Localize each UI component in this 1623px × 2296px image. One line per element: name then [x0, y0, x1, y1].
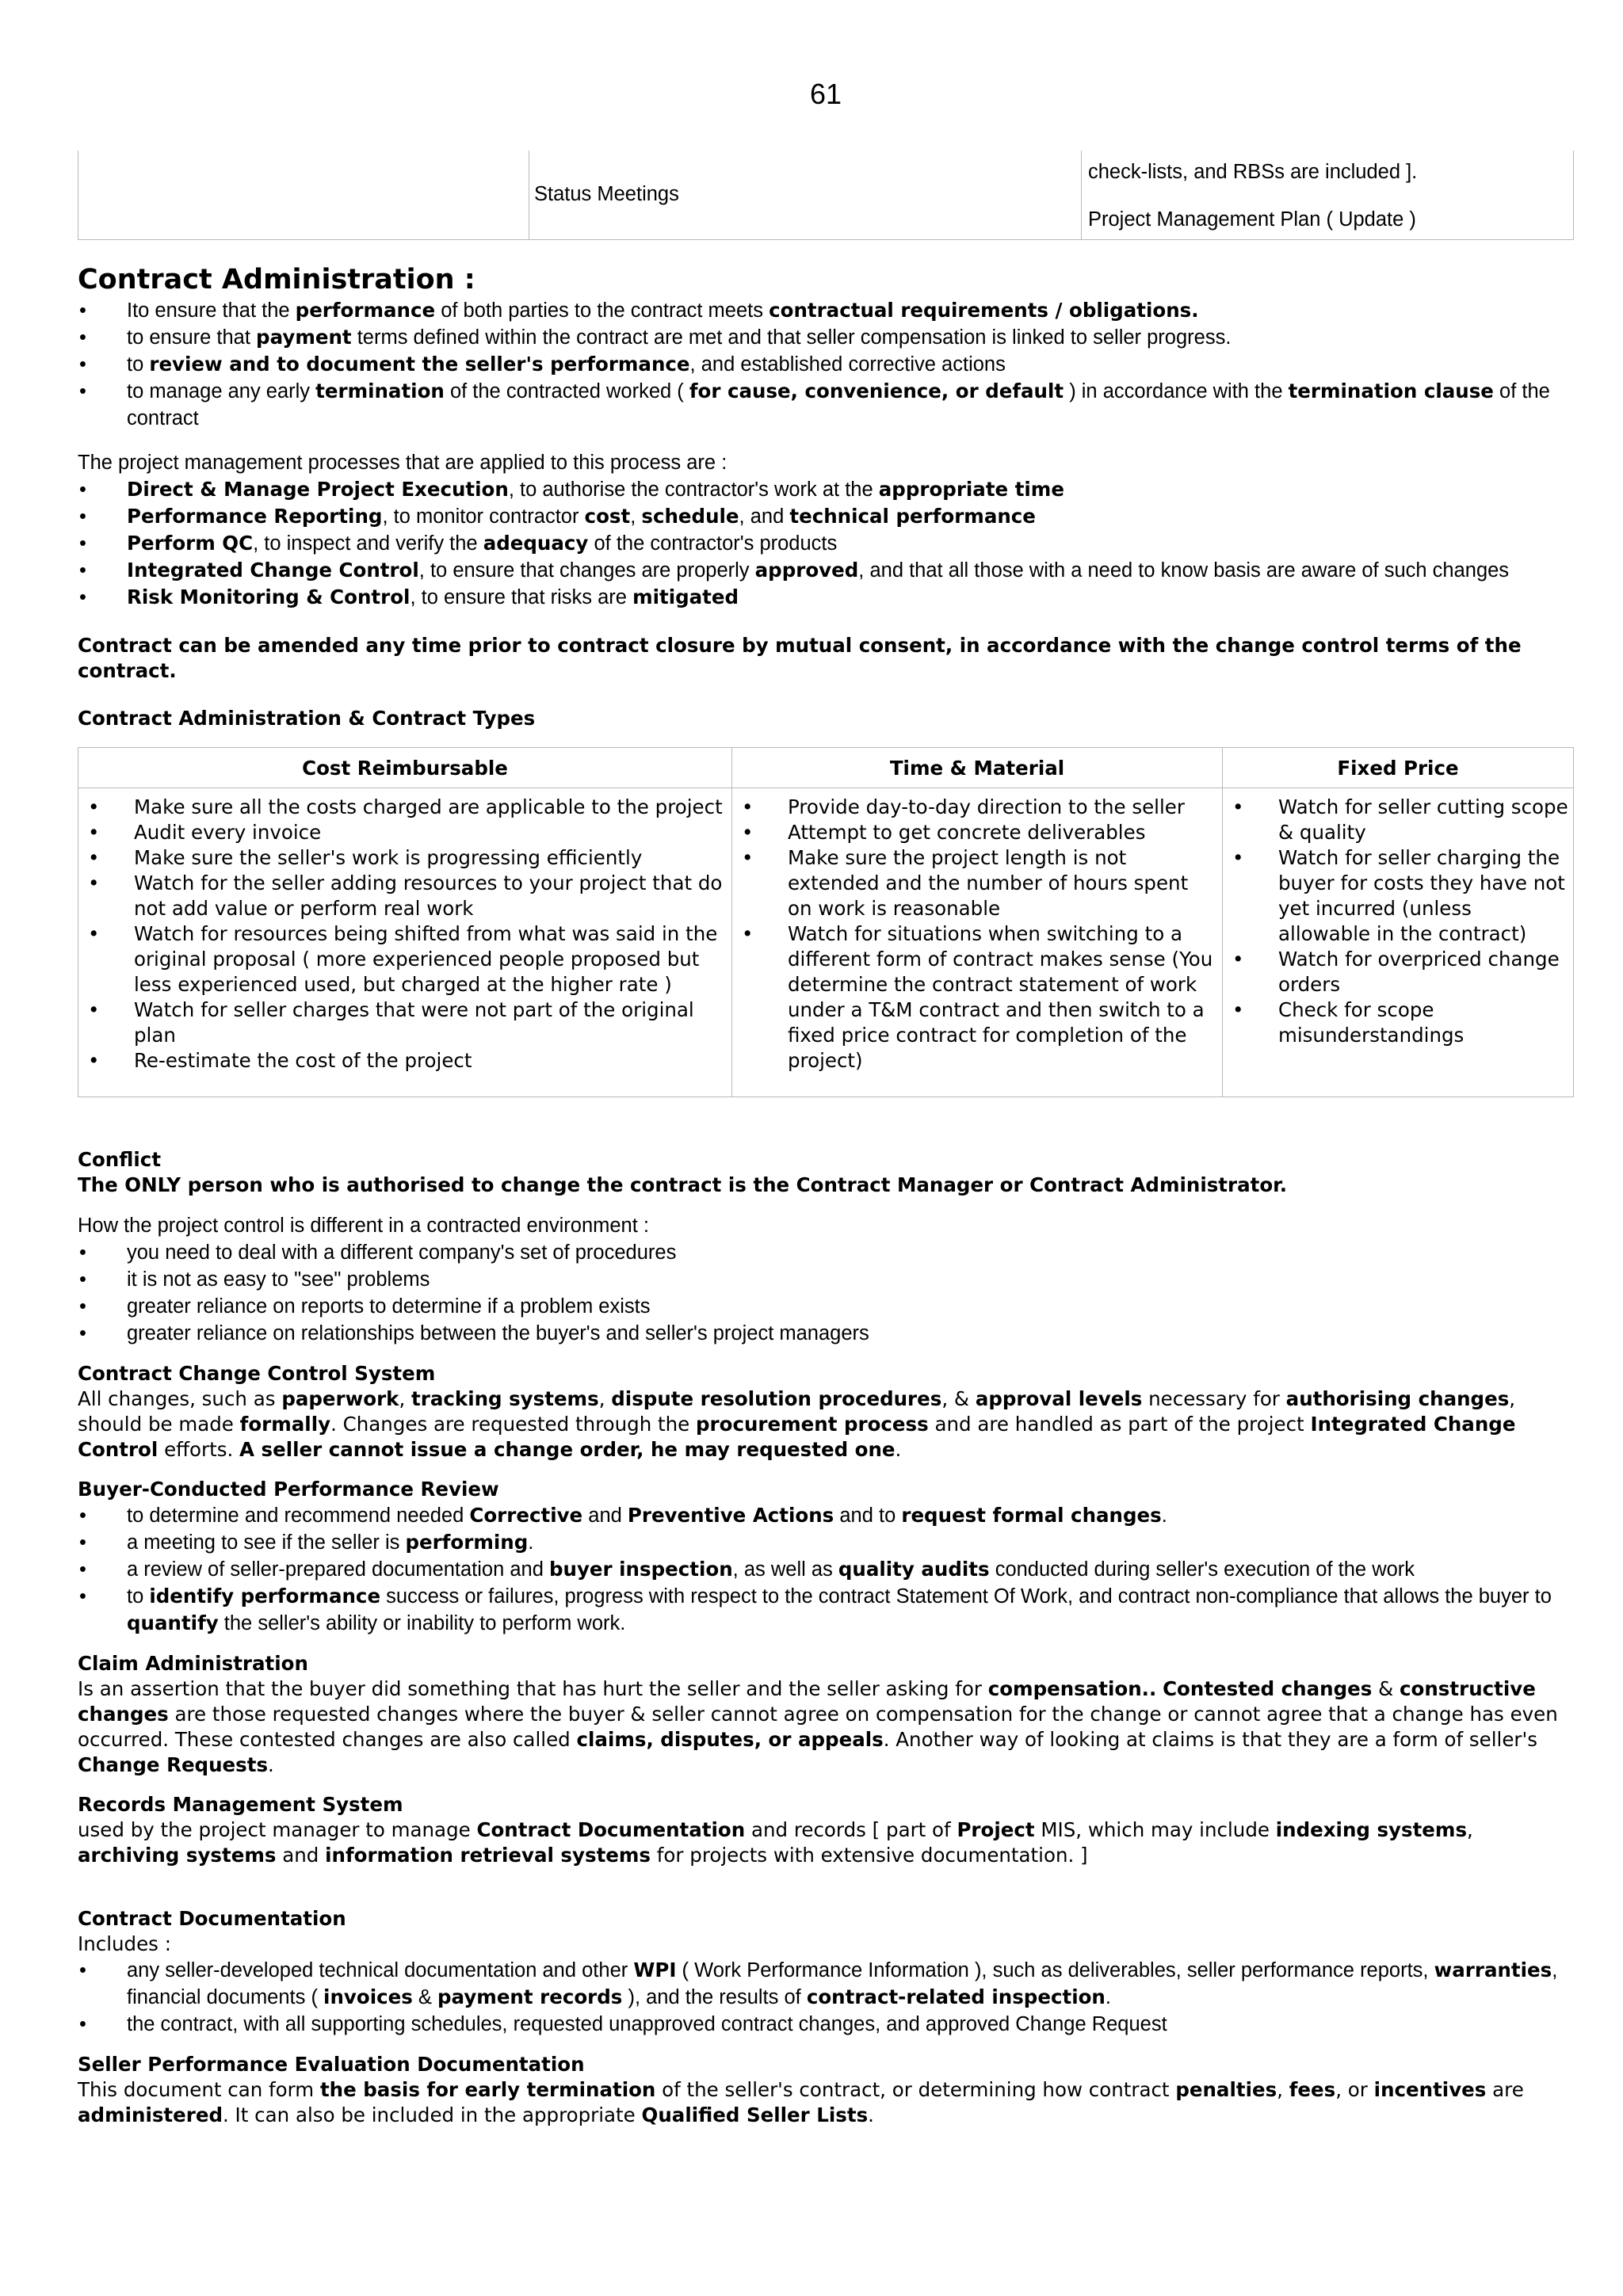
conflict-statement: The ONLY person who is authorised to change the contract is the Contract Manager or Contract Administrator. — [78, 1173, 1288, 1196]
continuation-table — [78, 151, 1574, 240]
list-item: • any seller-developed technical documentation and other WPI ( Work Performance Information ), such as deliverables, seller performance reports, warranties, financial documents ( invoices & payment records ), and the results of contract-related inspection. — [78, 1957, 1574, 2011]
table-row — [78, 788, 1574, 1097]
list-item: • it is not as easy to "see" problems — [78, 1266, 1574, 1293]
list-item: • a meeting to see if the seller is performing. — [78, 1529, 1574, 1556]
page-number: 61 — [809, 78, 842, 110]
cell-line: check-lists, and RBSs are included ]. — [1088, 161, 1418, 183]
change-control-heading: Contract Change Control System — [78, 1362, 436, 1385]
list-item: • Make sure all the costs charged are applicable to the project — [85, 795, 727, 820]
list-item: • to determine and recommend needed Corrective and Preventive Actions and to request formal changes. — [78, 1502, 1574, 1529]
list-item: • Watch for seller cutting scope & quality — [1229, 795, 1568, 845]
contract-docs-heading: Contract Documentation — [78, 1907, 346, 1930]
conflict-intro: How the project control is different in a contracted environment : — [78, 1215, 649, 1237]
list-item: • the contract, with all supporting schedules, requested unapproved contract changes, and approved Change Request — [78, 2011, 1574, 2038]
conflict-list — [78, 1239, 1574, 1347]
cost-reimbursable-cell — [78, 788, 732, 1097]
list-item: • Watch for overpriced change orders — [1229, 947, 1568, 997]
list-item: • Watch for seller charging the buyer for costs they have not yet incurred (unless allowable in the contract) — [1229, 845, 1568, 947]
buyer-review-list — [78, 1502, 1574, 1637]
table-cell — [78, 151, 529, 240]
seller-eval-heading: Seller Performance Evaluation Documentation — [78, 2053, 585, 2076]
amend-note: Contract can be amended any time prior to contract closure by mutual consent, in accordance with the change control terms of the contract. — [78, 634, 1522, 682]
table-row — [78, 151, 1574, 240]
contract-docs-includes: Includes : — [78, 1932, 171, 1955]
seller-eval-body: This document can form the basis for early termination of the seller's contract, or determining how contract penalties, fees, or incentives are administered. It can also be included in the appropriate Qualified Seller Lists. — [78, 2078, 1524, 2126]
buyer-review-heading: Buyer-Conducted Performance Review — [78, 1478, 499, 1501]
fixed-price-cell — [1223, 788, 1574, 1097]
time-material-cell — [732, 788, 1223, 1097]
list-item: • Check for scope misunderstandings — [1229, 997, 1568, 1048]
list-item: • Watch for the seller adding resources to your project that do not add value or perform real work — [85, 871, 727, 921]
contract-types-heading: Contract Administration & Contract Types — [78, 707, 536, 730]
list-item: • you need to deal with a different company's set of procedures — [78, 1239, 1574, 1266]
header-fixed-price: Fixed Price — [1223, 748, 1574, 788]
list-item: • Attempt to get concrete deliverables — [739, 820, 1217, 845]
processes-intro: The project management processes that are applied to this process are : — [78, 452, 727, 474]
list-item: • to identify performance success or failures, progress with respect to the contract Statement Of Work, and contract non-compliance that allows the buyer to quantify the seller's ability or inability to perform work. — [78, 1583, 1574, 1637]
records-heading: Records Management System — [78, 1793, 403, 1816]
list-item: • Make sure the project length is not extended and the number of hours spent on work is reasonable — [739, 845, 1217, 921]
contract-types-table — [78, 747, 1574, 1097]
header-cost-reimbursable: Cost Reimbursable — [78, 748, 732, 788]
table-header-row — [78, 748, 1574, 788]
list-item: • Make sure the seller's work is progressing efficiently — [85, 845, 727, 871]
list-item: • Watch for situations when switching to a different form of contract makes sense (You determine the contract statement of work under a T&M contract and then switch to a fixed price contract for completion of the project) — [739, 921, 1217, 1074]
list-item: • Perform QC, to inspect and verify the adequacy of the contractor's products — [78, 530, 1574, 557]
list-item: • to manage any early termination of the contracted worked ( for cause, convenience, or default ) in accordance with the termination clause of the contract — [78, 378, 1574, 432]
processes-list — [78, 476, 1574, 611]
list-item: • Provide day-to-day direction to the seller — [739, 795, 1217, 820]
table-cell — [1082, 151, 1574, 240]
list-item: • Performance Reporting, to monitor contractor cost, schedule, and technical performance — [78, 503, 1574, 530]
header-time-material: Time & Material — [732, 748, 1223, 788]
list-item: • to review and to document the seller's performance, and established corrective actions — [78, 351, 1574, 378]
claim-admin-body: Is an assertion that the buyer did something that has hurt the seller and the seller asking for compensation.. Contested changes & constructive changes are those requested changes where the buyer & seller cannot agree on compensation for the change or cannot agree that a change has even occurred. These contested changes are also called claims, disputes, or appeals. Another way of looking at claims is that they are a form of seller's Change Requests. — [78, 1677, 1558, 1776]
change-control-body: All changes, such as paperwork, tracking systems, dispute resolution procedures, & approval levels necessary for authorising changes, should be made formally. Changes are requested through the procurement process and are handled as part of the project Integrated Change Control efforts. A seller cannot issue a change order, he may requested one. — [78, 1387, 1516, 1461]
list-item: • Watch for resources being shifted from what was said in the original proposal ( more experienced people proposed but less experienced used, but charged at the higher rate ) — [85, 921, 727, 997]
records-body: used by the project manager to manage Contract Documentation and records [ part of Project MIS, which may include indexing systems, archiving systems and information retrieval systems for projects with extensive documentation. ] — [78, 1818, 1473, 1867]
list-item: • Watch for seller charges that were not part of the original plan — [85, 997, 727, 1048]
status-meetings-text: Status Meetings — [534, 183, 679, 205]
list-item: • greater reliance on reports to determine if a problem exists — [78, 1293, 1574, 1320]
claim-admin-heading: Claim Administration — [78, 1652, 308, 1675]
time-material-list — [739, 795, 1217, 1074]
table-cell — [529, 151, 1082, 240]
list-item: • Risk Monitoring & Control, to ensure that risks are mitigated — [78, 584, 1574, 611]
list-item: • Re-estimate the cost of the project — [85, 1048, 727, 1074]
cell-line: Project Management Plan ( Update ) — [1088, 208, 1416, 231]
fixed-price-list — [1229, 795, 1568, 1048]
cost-reimbursable-list — [85, 795, 727, 1074]
list-item: • a review of seller-prepared documentation and buyer inspection, as well as quality audits conducted during seller's execution of the work — [78, 1556, 1574, 1583]
list-item: • Integrated Change Control, to ensure that changes are properly approved, and that all those with a need to know basis are aware of such changes — [78, 557, 1574, 584]
list-item: • Ito ensure that the performance of both parties to the contract meets contractual requirements / obligations. — [78, 297, 1574, 324]
contract-admin-title: Contract Administration : — [78, 264, 475, 296]
conflict-heading: Conflict — [78, 1148, 162, 1171]
list-item: • Audit every invoice — [85, 820, 727, 845]
list-item: • to ensure that payment terms defined within the contract are met and that seller compensation is linked to seller progress. — [78, 324, 1574, 351]
list-item: • greater reliance on relationships between the buyer's and seller's project managers — [78, 1320, 1574, 1347]
contract-docs-list — [78, 1957, 1574, 2038]
contract-admin-list — [78, 297, 1574, 432]
list-item: • Direct & Manage Project Execution, to authorise the contractor's work at the appropriate time — [78, 476, 1574, 503]
